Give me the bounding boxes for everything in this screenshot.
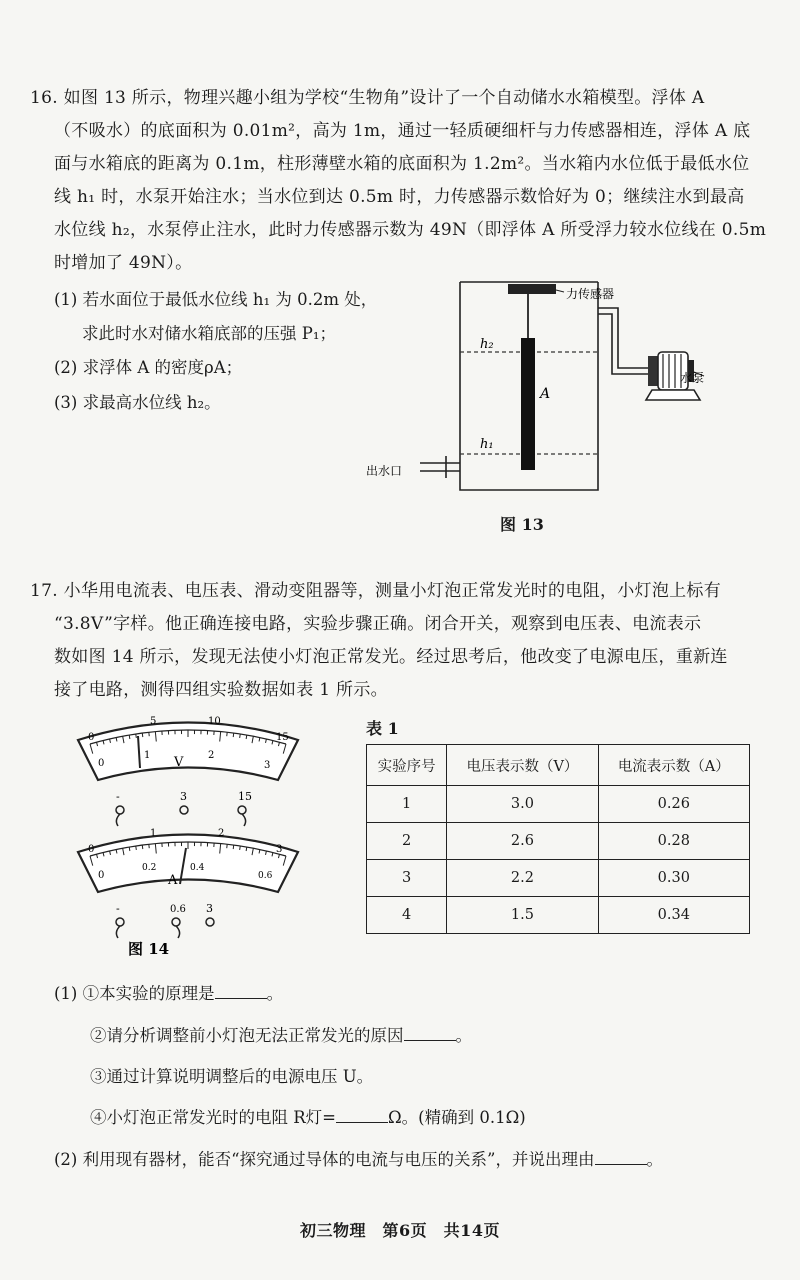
cell: 0.26 <box>598 786 749 823</box>
figure-14-meters <box>68 710 308 960</box>
voltmeter <box>78 716 298 826</box>
force-sensor <box>508 284 556 294</box>
q16-line-3: 面与水箱底的距离为 0.1m，柱形薄壁水箱的底面积为 1.2m²。当水箱内水位低于最低水位 <box>54 154 750 174</box>
scale-tick <box>233 845 234 849</box>
q17-p1-b <box>90 1024 472 1048</box>
amp-bot-04: 0.4 <box>190 863 205 873</box>
q16-sub1b: 求此时水对储水箱底部的压强 P₁； <box>82 324 336 343</box>
figure-13-water-tank <box>360 268 710 508</box>
volt-unit: V <box>174 755 184 770</box>
answer-blank-2[interactable] <box>404 1024 456 1041</box>
cell: 3 <box>367 860 447 897</box>
q17-p1-d-text: ④小灯泡正常发光时的电阻 R灯= <box>90 1108 336 1127</box>
q16-line-6: 时增加了 49N）。 <box>54 253 193 273</box>
q17-p1-b-end: 。 <box>455 1026 472 1045</box>
table-row <box>367 860 750 897</box>
pump-pipe-upper <box>598 308 648 368</box>
volt-bot-1: 1 <box>144 750 151 761</box>
q17-p1-c: ③通过计算说明调整后的电源电压 U。 <box>90 1067 374 1086</box>
figure-13-caption: 图 13 <box>500 515 544 534</box>
volt-term-neg: - <box>116 790 120 803</box>
page-footer: 初三物理 第6页 共14页 <box>300 1221 500 1240</box>
pump-label: 水泵 <box>679 371 704 385</box>
q16-line-2: （不吸水）的底面积为 0.01m²，高为 1m，通过一轻质硬细杆与力传感器相连，浮体 A 底 <box>54 121 751 141</box>
scale-tick <box>136 734 137 738</box>
h1-label: h₁ <box>480 437 494 452</box>
q17-p1-d-end: Ω。(精确到 0.1Ω) <box>388 1108 526 1127</box>
amp-term-06: 0.6 <box>170 904 186 915</box>
q16-line-1: 16. 如图 13 所示，物理兴趣小组为学校“生物角”设计了一个自动储水水箱模型。浮体 A <box>30 88 705 108</box>
amp-top-1: 1 <box>150 828 157 839</box>
q17-p2 <box>54 1148 663 1172</box>
q17-p1-a-text: (1) ①本实验的原理是 <box>54 984 215 1003</box>
ammeter <box>78 828 298 938</box>
table-row <box>367 823 750 860</box>
q17-line-2: “3.8V”字样。他正确连接电路，实验步骤正确。闭合开关，观察到电压表、电流表示 <box>54 614 702 634</box>
scale-tick <box>142 733 143 737</box>
q16-text <box>30 82 766 280</box>
table-row <box>367 897 750 934</box>
volt-bot-2: 2 <box>208 750 215 761</box>
volt-top-15: 15 <box>276 732 289 743</box>
col-header-current: 电流表示数（A） <box>598 745 749 786</box>
cell: 0.34 <box>598 897 749 934</box>
amp-top-2: 2 <box>218 828 225 839</box>
cell: 2.2 <box>447 860 598 897</box>
q17-p2-text: (2) 利用现有器材，能否“探究通过导体的电流与电压的关系”，并说出理由 <box>54 1150 595 1169</box>
figure-14-caption: 图 14 <box>128 940 170 958</box>
amp-bot-06: 0.6 <box>258 871 273 881</box>
q17-line-4: 接了电路，测得四组实验数据如表 1 所示。 <box>54 680 388 700</box>
volt-top-0: 0 <box>88 732 95 743</box>
table-1 <box>366 744 750 934</box>
cell: 3.0 <box>447 786 598 823</box>
scale-tick <box>129 735 130 739</box>
q16-line-5: 水位线 h₂，水泵停止注水，此时力传感器示数为 49N（即浮体 A 所受浮力较水位线在 0.5m <box>54 220 767 240</box>
float-a <box>521 338 535 470</box>
q16-sub1a: (1) 若水面位于最低水位线 h₁ 为 0.2m 处， <box>54 290 378 309</box>
answer-blank-4[interactable] <box>595 1148 647 1165</box>
q17-p2-end: 。 <box>646 1150 663 1169</box>
cell: 1 <box>367 786 447 823</box>
col-header-voltage: 电压表示数（V） <box>447 745 598 786</box>
volt-term-15: 15 <box>238 790 252 803</box>
volt-top-10: 10 <box>208 716 221 727</box>
float-a-label: A <box>540 386 551 402</box>
table-row <box>367 786 750 823</box>
pump-pipe-lower <box>598 314 648 374</box>
scale-tick <box>142 845 143 849</box>
cell: 0.28 <box>598 823 749 860</box>
amp-top-3: 3 <box>276 844 283 855</box>
scale-tick <box>136 846 137 850</box>
col-header-index: 实验序号 <box>367 745 447 786</box>
q17-p1-a <box>54 982 283 1006</box>
cell: 2 <box>367 823 447 860</box>
amp-top-0: 0 <box>88 844 95 855</box>
scale-tick <box>240 846 241 850</box>
cell: 4 <box>367 897 447 934</box>
q16-sub2: (2) 求浮体 A 的密度ρA； <box>54 358 243 377</box>
scale-tick <box>246 735 247 739</box>
table-header-row <box>367 745 750 786</box>
scale-tick <box>240 734 241 738</box>
amp-bot-0: 0 <box>98 870 105 881</box>
scale-tick <box>129 847 130 851</box>
q17-text <box>30 575 728 707</box>
cell: 2.6 <box>447 823 598 860</box>
q17-line-3: 数如图 14 所示，发现无法使小灯泡正常发光。经过思考后，他改变了电源电压，重新连 <box>54 647 728 667</box>
amp-unit: A <box>168 873 178 888</box>
cell: 0.30 <box>598 860 749 897</box>
amp-bot-02: 0.2 <box>142 863 157 873</box>
table-1-title: 表 1 <box>366 719 399 738</box>
scale-tick <box>233 733 234 737</box>
volt-bot-0: 0 <box>98 758 105 769</box>
volt-term-3: 3 <box>180 790 187 803</box>
answer-blank-1[interactable] <box>215 982 267 999</box>
q17-line-1: 17. 小华用电流表、电压表、滑动变阻器等，测量小灯泡正常发光时的电阻，小灯泡上标有 <box>30 581 722 601</box>
outlet-label: 出水口 <box>366 464 403 478</box>
amp-term-3: 3 <box>206 902 213 915</box>
q16-sub3: (3) 求最高水位线 h₂。 <box>54 393 221 412</box>
q17-p1-d <box>90 1106 526 1130</box>
sensor-label: 力传感器 <box>566 287 615 301</box>
h2-label: h₂ <box>480 337 494 352</box>
cell: 1.5 <box>447 897 598 934</box>
answer-blank-3[interactable] <box>336 1106 388 1123</box>
q16-line-4: 线 h₁ 时，水泵开始注水；当水位到达 0.5m 时，力传感器示数恰好为 0；继续注水到最高 <box>54 187 745 207</box>
q17-p1-b-text: ②请分析调整前小灯泡无法正常发光的原因 <box>90 1026 404 1045</box>
volt-top-5: 5 <box>150 716 157 727</box>
volt-bot-3: 3 <box>264 760 271 771</box>
q17-p1-a-end: 。 <box>266 984 284 1003</box>
scale-tick <box>246 847 247 851</box>
amp-term-neg: - <box>116 902 120 915</box>
